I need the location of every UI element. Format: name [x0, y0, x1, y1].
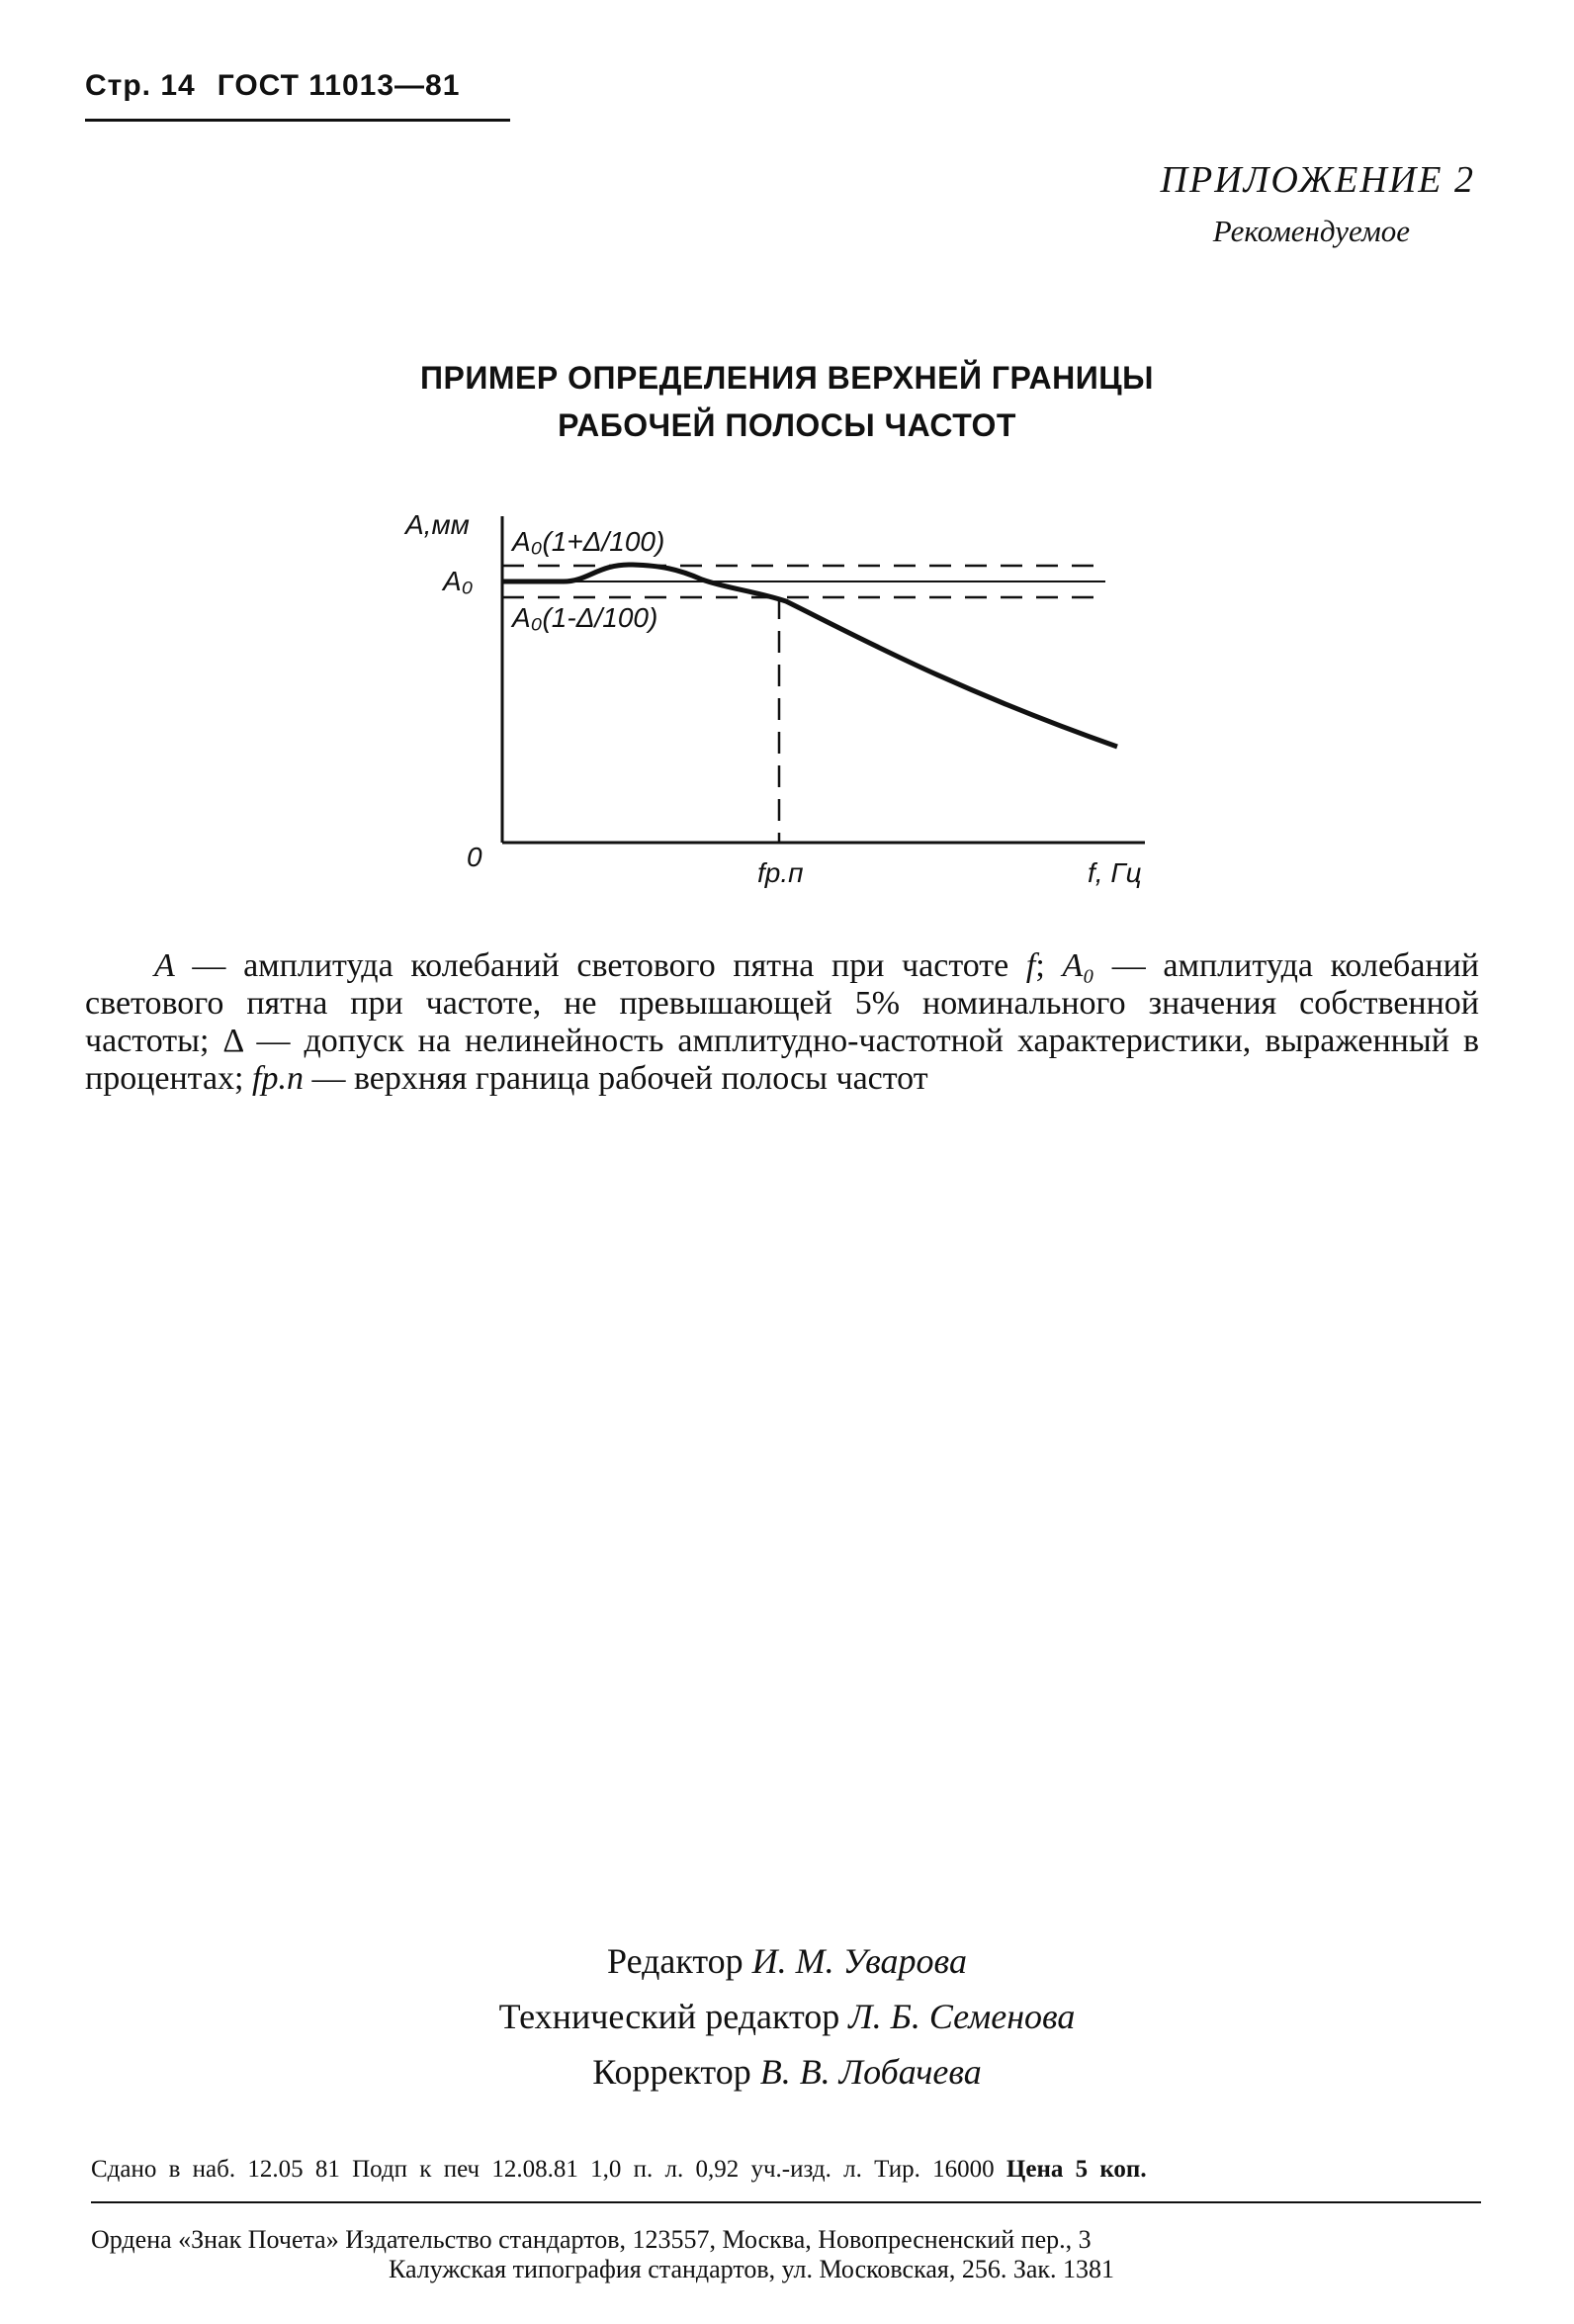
title-line-2: РАБОЧЕЙ ПОЛОСЫ ЧАСТОТ — [558, 407, 1016, 443]
tech-editor-role: Технический редактор — [498, 1997, 840, 2036]
corrector-credit — [0, 2044, 1574, 2100]
caption-symbol-f: f — [1025, 947, 1036, 984]
print-details — [91, 2156, 1481, 2184]
origin-label: 0 — [467, 842, 482, 872]
editor-name: И. М. Уварова — [751, 1941, 967, 1981]
x-axis-label: f, Гц — [1088, 857, 1142, 888]
standard-code: ГОСТ 11013—81 — [217, 69, 461, 102]
document-title — [0, 354, 1574, 449]
page-header — [85, 69, 510, 122]
credits-block — [0, 1933, 1574, 2100]
appendix-title: ПРИЛОЖЕНИЕ 2 — [1160, 159, 1475, 201]
printer-line: Калужская типография стандартов, ул. Московская, 256. Зак. 1381 — [388, 2255, 1115, 2283]
figure-caption — [85, 947, 1479, 1098]
appendix-block — [1161, 158, 1475, 249]
response-curve — [502, 565, 1117, 747]
header-rule — [85, 119, 510, 122]
print-details-text: Сдано в наб. 12.05 81 Подп к печ 12.08.81 1,0 п. л. 0,92 уч.-изд. л. Тир. 16000 — [91, 2156, 995, 2183]
price: Цена 5 коп. — [1006, 2156, 1147, 2183]
corrector-role: Корректор — [592, 2052, 751, 2092]
caption-text-4: — верхняя граница рабочей полосы частот — [303, 1060, 928, 1097]
lower-bound-label: А₀(1-Δ/100) — [512, 602, 658, 633]
nominal-level-label: А₀ — [443, 566, 474, 596]
caption-text-3: — амплитуда колебаний светового пятна при частоте, не превышающей 5% номинального значения собственной частоты; Δ — допуск на нелинейность амплитудно-частотной характеристики, выраженный в процентах; — [85, 947, 1480, 1097]
tech-editor-name: Л. Б. Семенова — [848, 1997, 1076, 2036]
caption-symbol-a: А — [154, 947, 175, 984]
frequency-response-figure — [395, 494, 1186, 900]
imprint-block — [91, 2156, 1481, 2284]
tech-editor-credit — [0, 1989, 1574, 2044]
publisher-line: Ордена «Знак Почета» Издательство стандартов, 123557, Москва, Новопресненский пер., 3 — [91, 2225, 1092, 2254]
page-number: Стр. 14 — [85, 69, 196, 102]
appendix-status: Рекомендуемое — [1212, 214, 1410, 248]
corrector-name: В. В. Лобачева — [759, 2052, 982, 2092]
editor-credit — [0, 1933, 1574, 1989]
upper-bound-label: А₀(1+Δ/100) — [512, 526, 665, 557]
cutoff-frequency-label: fр.п — [757, 857, 804, 888]
caption-text-2: ; — [1035, 947, 1063, 984]
caption-symbol-fp: fр.п — [252, 1060, 304, 1097]
figure-drawing — [395, 494, 1186, 900]
y-axis-label: А,мм — [405, 509, 470, 540]
editor-role: Редактор — [607, 1941, 743, 1981]
imprint-rule — [91, 2201, 1481, 2203]
title-line-1: ПРИМЕР ОПРЕДЕЛЕНИЯ ВЕРХНЕЙ ГРАНИЦЫ — [420, 360, 1154, 396]
caption-symbol-a0: А₀ — [1062, 947, 1095, 984]
caption-text-1: — амплитуда колебаний светового пятна при частоте — [174, 947, 1026, 984]
running-header — [85, 69, 510, 103]
